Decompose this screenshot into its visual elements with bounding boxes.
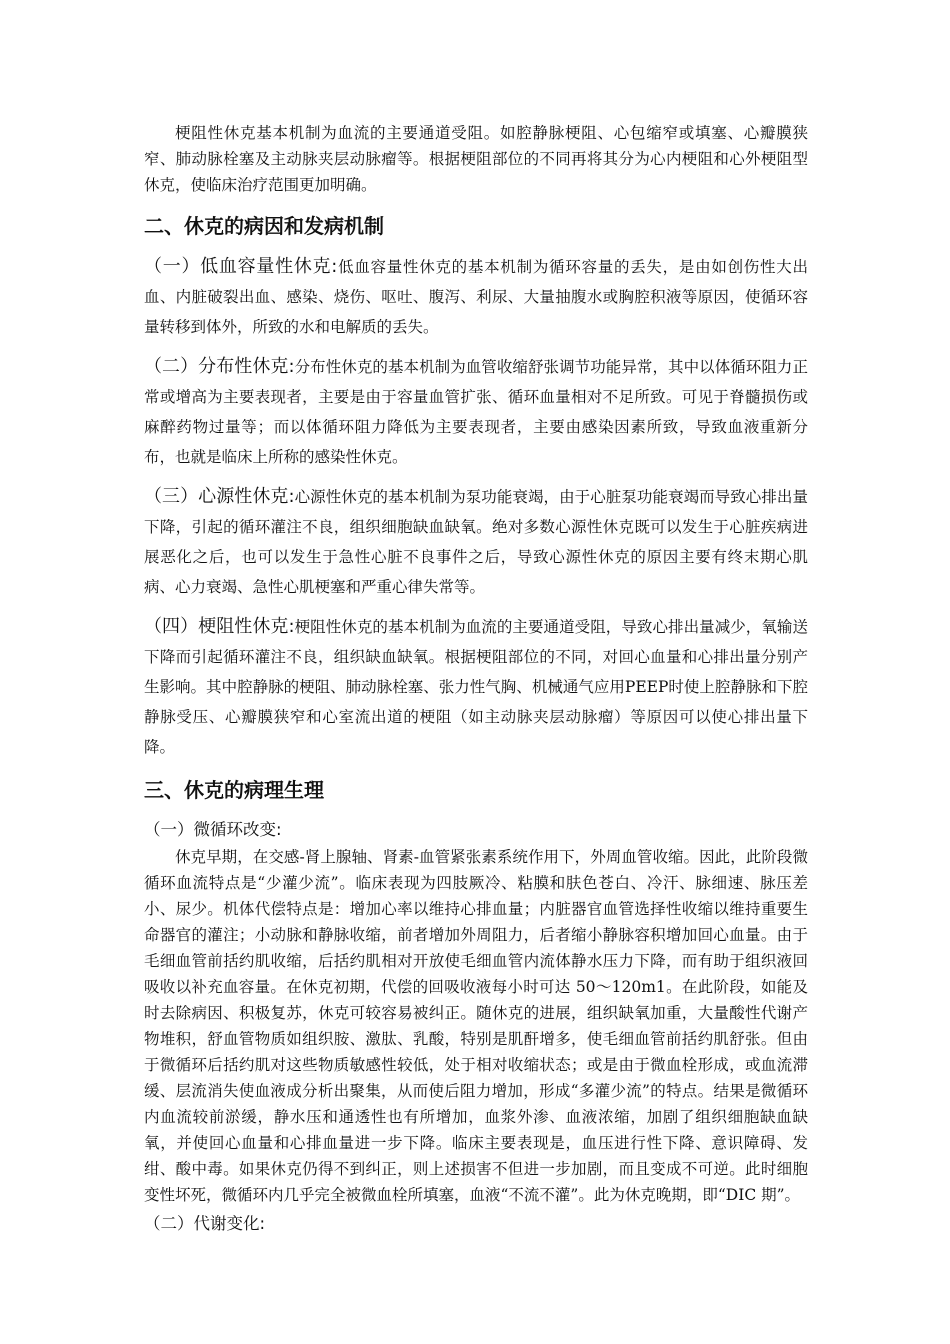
section-heading-pathogenesis: 二、休克的病因和发病机制 bbox=[144, 214, 384, 238]
section-obstructive bbox=[144, 612, 808, 762]
section-text: 梗阻性休克的基本机制为血流的主要通道受阻，导致心排出量减少，氧输送下降而引起循环灌注不良，组织缺血缺氧。根据梗阻部位的不同，对回心血量和心排出量分别产生影响。其中腔静脉的梗阻、肺动脉栓塞、张力性气胸、机械通气应用PEEP时使上腔静脉和下腔静脉受压、心瓣膜狭窄和心室流出道的梗阻（如主动脉夹层动脉瘤）等原因可以使心排出量下降。 bbox=[144, 618, 808, 756]
subheading-metabolism: （二）代谢变化: bbox=[144, 1214, 266, 1233]
section-text: 低血容量性休克的基本机制为循环容量的丢失，是由如创伤性大出血、内脏破裂出血、感染、烧伤、呕吐、腹泻、利尿、大量抽腹水或胸腔积液等原因，使循环容量转移到体外，所致的水和电解质的丢失。 bbox=[144, 258, 808, 336]
intro-paragraph: 梗阻性休克基本机制为血流的主要通道受阻。如腔静脉梗阻、心包缩窄或填塞、心瓣膜狭窄、肺动脉栓塞及主动脉夹层动脉瘤等。根据梗阻部位的不同再将其分为心内梗阻和心外梗阻型休克，使临床治疗范围更加明确。 bbox=[144, 124, 808, 194]
section-text: 分布性休克的基本机制为血管收缩舒张调节功能异常，其中以体循环阻力正常或增高为主要表现者，主要是由于容量血管扩张、循环血量相对不足所致。可见于脊髓损伤或麻醉药物过量等；而以体循环阻力降低为主要表现者，主要由感染因素所致，导致血液重新分布，也就是临床上所称的感染性休克。 bbox=[144, 358, 808, 466]
section-distributive bbox=[144, 352, 808, 472]
section-label: （三）心源性休克: bbox=[144, 486, 295, 507]
section-heading-pathophysiology: 三、休克的病理生理 bbox=[144, 778, 324, 802]
section-label: （二）分布性休克: bbox=[144, 356, 295, 377]
section-cardiogenic bbox=[144, 482, 808, 602]
section-text: 心源性休克的基本机制为泵功能衰竭，由于心脏泵功能衰竭而导致心排出量下降，引起的循环灌注不良，组织细胞缺血缺氧。绝对多数心源性休克既可以发生于心脏疾病进展恶化之后，也可以发生于急性心脏不良事件之后，导致心源性休克的原因主要有终末期心肌病、心力衰竭、急性心肌梗塞和严重心律失常等。 bbox=[144, 488, 808, 596]
section-label: （四）梗阻性休克: bbox=[144, 616, 295, 637]
subheading-microcirculation: （一）微循环改变: bbox=[144, 820, 282, 839]
microcirculation-paragraph: 休克早期，在交感-肾上腺轴、肾素-血管紧张素系统作用下，外周血管收缩。因此，此阶段微循环血流特点是“少灌少流”。临床表现为四肢厥冷、粘膜和肤色苍白、冷汗、脉细速、脉压差小、尿少。机体代偿特点是：增加心率以维持心排血量；内脏器官血管选择性收缩以维持重要生命器官的灌注；小动脉和静脉收缩，前者增加外周阻力，后者缩小静脉容积增加回心血量。由于毛细血管前括约肌收缩，后括约肌相对开放使毛细血管内流体静水压力下降，而有助于组织液回吸收以补充血容量。在休克初期，代偿的回吸收液每小时可达 50～120m1。在此阶段，如能及时去除病因、积极复苏，休克可较容易被纠正。随休克的进展，组织缺氧加重，大量酸性代谢产物堆积，舒血管物质如组织胺、激肽、乳酸，特别是肌酐增多，使毛细血管前括约肌舒张。但由于微循环后括约肌对这些物质敏感性较低，处于相对收缩状态；或是由于微血栓形成，或血流滞缓、层流消失使血液成分析出聚集，从而使后阻力增加，形成“多灌少流”的特点。结果是微循环内血流较前淤缓，静水压和通透性也有所增加，血浆外渗、血液浓缩，加剧了组织细胞缺血缺氧，并使回心血量和心排血量进一步下降。临床主要表现是，血压进行性下降、意识障碍、发绀、酸中毒。如果休克仍得不到纠正，则上述损害不但进一步加剧，而且变成不可逆。此时细胞变性坏死，微循环内几乎完全被微血栓所填塞，血液“不流不灌”。此为休克晚期，即“DIC 期”。 bbox=[144, 848, 808, 1204]
section-hypovolemic bbox=[144, 252, 808, 342]
section-label: （一）低血容量性休克: bbox=[144, 256, 338, 277]
document-content bbox=[144, 120, 808, 1238]
